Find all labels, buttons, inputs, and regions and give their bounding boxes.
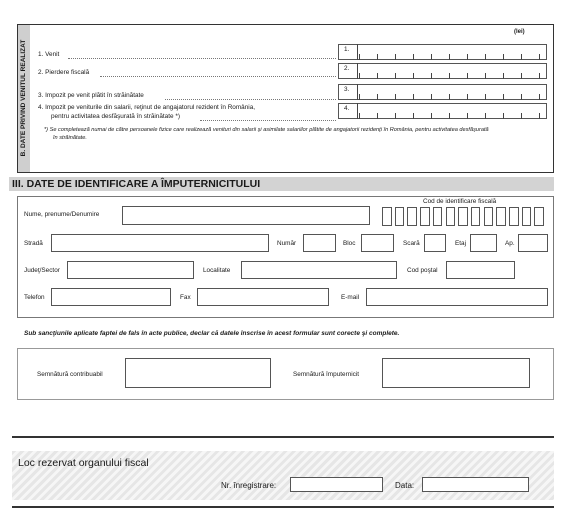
footnote-line2: în străinătate. (53, 135, 87, 141)
amount-box-divider (357, 44, 358, 60)
digit-tick (449, 113, 450, 119)
digit-tick (485, 113, 486, 119)
digit-tick (521, 94, 522, 100)
amount-box-2[interactable] (338, 63, 547, 79)
section-iii-title: III. DATE DE IDENTIFICARE A ÎMPUTERNICITULUI (12, 178, 261, 190)
cif-label: Cod de identificare fiscală (423, 198, 497, 205)
digit-tick (485, 54, 486, 60)
row-impozit-salarii-label2: pentru activitatea desfăşurată în străinătate *) (51, 113, 180, 120)
digit-tick (521, 73, 522, 79)
judet-field[interactable] (67, 261, 194, 279)
name-field[interactable] (122, 206, 370, 225)
digit-tick (395, 54, 396, 60)
digit-tick (449, 54, 450, 60)
telefon-label: Telefon (24, 294, 45, 301)
digit-tick (395, 113, 396, 119)
digit-tick (467, 73, 468, 79)
digit-tick (467, 54, 468, 60)
digit-tick (539, 73, 540, 79)
row-venit-leader (68, 58, 336, 59)
digit-tick (377, 73, 378, 79)
digit-tick (449, 73, 450, 79)
cif-cell[interactable] (496, 207, 506, 226)
footnote-line1: *) Se completează numai de către persoanele fizice care realizează venituri din salarii şi asimilate salariilor plătite de angajatorii rezidenţi în România, pentru activitatea desfăşurată (44, 127, 489, 133)
cif-cell[interactable] (420, 207, 430, 226)
digit-tick (431, 73, 432, 79)
signature-contribuabil-box[interactable] (125, 358, 271, 388)
reserved-nr-label: Nr. înregistrare: (221, 481, 277, 490)
digit-tick (467, 94, 468, 100)
digit-tick (485, 73, 486, 79)
digit-tick (539, 94, 540, 100)
digit-tick (467, 113, 468, 119)
fax-label: Fax (180, 294, 191, 301)
scara-field[interactable] (424, 234, 446, 252)
amount-box-1[interactable] (338, 44, 547, 60)
digit-tick (359, 73, 360, 79)
row-pierdere-label: 2. Pierdere fiscală (38, 69, 90, 76)
etaj-label: Etaj (455, 240, 467, 247)
row-impozit-salarii-label: 4. Impozit pe veniturile din salarii, reţinut de angajatorul rezident în România, (38, 104, 256, 111)
strada-label: Stradă (24, 240, 43, 247)
section-b-side-label: B. DATE PRIVIND VENITUL REALIZAT (20, 39, 27, 157)
signature-contribuabil-label: Semnătură contribuabil (37, 371, 103, 378)
cif-cell[interactable] (407, 207, 417, 226)
amount-box-4-num: 4. (344, 105, 350, 112)
digit-tick (395, 73, 396, 79)
email-field[interactable] (366, 288, 548, 306)
digit-tick (539, 54, 540, 60)
cif-cell[interactable] (522, 207, 532, 226)
localitate-field[interactable] (241, 261, 397, 279)
reserved-bottom-rule (12, 506, 554, 508)
numar-label: Număr (277, 240, 297, 247)
digit-tick (539, 113, 540, 119)
amount-box-4[interactable] (338, 103, 547, 119)
signature-imputernicit-box[interactable] (382, 358, 530, 388)
digit-tick (413, 113, 414, 119)
cif-cell[interactable] (509, 207, 519, 226)
amount-box-divider (357, 63, 358, 79)
strada-field[interactable] (51, 234, 269, 252)
judet-label: Judeţ/Sector (24, 267, 60, 274)
digit-tick (503, 113, 504, 119)
bloc-field[interactable] (361, 234, 394, 252)
cif-cell[interactable] (446, 207, 456, 226)
amount-box-2-num: 2. (344, 65, 350, 72)
digit-tick (377, 113, 378, 119)
row-impozit-strainatate-leader (165, 99, 336, 100)
digit-tick (359, 113, 360, 119)
amount-box-3[interactable] (338, 84, 547, 100)
scara-label: Scară (403, 240, 420, 247)
digit-tick (413, 54, 414, 60)
digit-tick (503, 94, 504, 100)
digit-tick (431, 113, 432, 119)
digit-tick (359, 94, 360, 100)
digit-tick (431, 54, 432, 60)
digit-tick (485, 94, 486, 100)
row-pierdere-leader (100, 76, 336, 77)
reserved-data-field[interactable] (422, 477, 529, 492)
digit-tick (413, 94, 414, 100)
digit-tick (449, 94, 450, 100)
amount-box-divider (357, 84, 358, 100)
signature-imputernicit-label: Semnătură împuternicit (293, 371, 360, 378)
digit-tick (431, 94, 432, 100)
amount-box-1-num: 1. (344, 46, 350, 53)
cif-cell[interactable] (471, 207, 481, 226)
cif-cell[interactable] (433, 207, 443, 226)
digit-tick (395, 94, 396, 100)
ap-label: Ap. (505, 240, 515, 247)
etaj-field[interactable] (470, 234, 497, 252)
row-impozit-strainatate-label: 3. Impozit pe venit plătit în străinătate (38, 92, 144, 99)
cod-postal-label: Cod poştal (407, 267, 438, 274)
cif-cell[interactable] (484, 207, 494, 226)
digit-tick (521, 54, 522, 60)
reserved-data-label: Data: (395, 481, 415, 490)
digit-tick (359, 54, 360, 60)
localitate-label: Localitate (203, 267, 231, 274)
fax-field[interactable] (197, 288, 329, 306)
row-impozit-salarii-leader (200, 120, 336, 121)
digit-tick (521, 113, 522, 119)
digit-tick (377, 54, 378, 60)
bloc-label: Bloc (343, 240, 356, 247)
reserved-top-rule (12, 436, 554, 438)
cif-cell[interactable] (395, 207, 405, 226)
amount-box-divider (357, 103, 358, 119)
digit-tick (377, 94, 378, 100)
digit-tick (503, 73, 504, 79)
cif-cell[interactable] (534, 207, 544, 226)
cif-cell[interactable] (382, 207, 392, 226)
reserved-nr-field[interactable] (290, 477, 383, 492)
row-venit-label: 1. Venit (38, 51, 60, 58)
name-label: Nume, prenume/Denumire (24, 211, 100, 218)
amount-box-3-num: 3. (344, 86, 350, 93)
ap-field[interactable] (518, 234, 548, 252)
digit-tick (503, 54, 504, 60)
telefon-field[interactable] (51, 288, 171, 306)
cif-cell[interactable] (458, 207, 468, 226)
reserved-title: Loc rezervat organului fiscal (18, 457, 149, 469)
digit-tick (413, 73, 414, 79)
declaration-text: Sub sancţiunile aplicate faptei de fals în acte publice, declar că datele înscrise în acest formular sunt corecte şi complete. (24, 330, 400, 337)
email-label: E-mail (341, 294, 360, 301)
unit-label: (lei) (514, 29, 525, 35)
numar-field[interactable] (303, 234, 336, 252)
cod-postal-field[interactable] (446, 261, 515, 279)
